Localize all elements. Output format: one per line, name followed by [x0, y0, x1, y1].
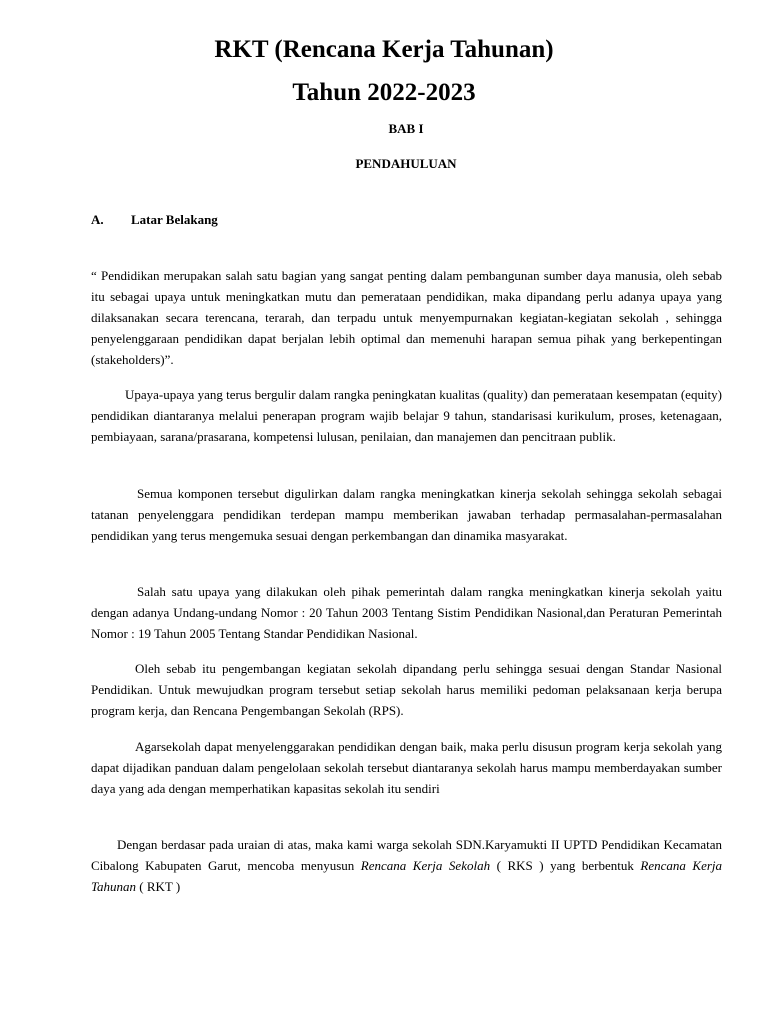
paragraph-7-rkt: Rencana Kerja Tahunan [91, 858, 723, 894]
document-year: Tahun 2022-2023 [292, 79, 476, 106]
chapter-number: BAB I [388, 121, 424, 136]
paragraph-1: “ Pendidikan merupakan salah satu bagian yang sangat penting dalam pembangunan sumber daya manusia, oleh sebab itu sebagai upaya untuk meningkatkan mutu dan pemerataan pendidikan, maka dipandang perlu adanya upaya yang dilaksanakan secara terencana, terarah, dan terpadu untuk menyempurnakan kegiatan-kegiatan sekolah , sehingga penyelenggaraan pendidikan dapat berjalan lebih optimal dan memenuhi harapan semua pihak yang berkepentingan (stakeholders)”. [91, 268, 722, 367]
paragraph-7-tail: ( RKT ) [136, 879, 181, 894]
chapter-title: PENDAHULUAN [355, 156, 457, 171]
paragraph-7 [91, 834, 722, 897]
section-number: A. [91, 212, 104, 227]
paragraph-4: Salah satu upaya yang dilakukan oleh pihak pemerintah dalam rangka meningkatkan kinerja sekolah yaitu dengan adanya Undang-undang Nomor : 20 Tahun 2003 Tentang Sistim Pendidikan Nasional,dan Peraturan Pemerintah Nomor : 19 Tahun 2005 Tentang Standar Pendidikan Nasional. [91, 584, 722, 641]
paragraph-7-rks: Rencana Kerja Sekolah [360, 858, 491, 873]
section-heading [91, 212, 218, 228]
paragraph-7-middle: ( RKS ) yang berbentuk [490, 858, 641, 873]
paragraph-6: Agarsekolah dapat menyelenggarakan pendidikan dengan baik, maka perlu disusun program kerja sekolah yang dapat dijadikan panduan dalam pengelolaan sekolah tersebut diantaranya sekolah harus mampu memberdayakan sumber daya yang ada dengan memperhatikan kapasitas sekolah itu sendiri [91, 739, 722, 796]
paragraph-2: Upaya-upaya yang terus bergulir dalam rangka peningkatan kualitas (quality) dan pemerataan kesempatan (equity) pendidikan diantaranya melalui penerapan program wajib belajar 9 tahun, standarisasi kurikulum, proses, ketenagaan, pembiayaan, sarana/prasarana, kompetensi lulusan, penilaian, dan manajemen dan pencitraan publik. [91, 387, 722, 444]
section-title: Latar Belakang [131, 212, 218, 227]
paragraph-7-lead: Dengan berdasar pada uraian di atas, maka kami warga sekolah SDN.Karyamukti II UPTD Pendidikan Kecamatan Cibalong Kabupaten Garut, mencoba menyusun [91, 837, 722, 873]
paragraph-3: Semua komponen tersebut digulirkan dalam rangka meningkatkan kinerja sekolah sehingga sekolah sebagai tatanan penyelenggara pendidikan terdepan mampu memberikan jawaban terhadap permasalahan-permasalahan pendidikan yang terus mengemuka sesuai dengan perkembangan dan dinamika masyarakat. [91, 486, 722, 543]
document-title: RKT (Rencana Kerja Tahunan) [214, 36, 554, 63]
paragraph-5: Oleh sebab itu pengembangan kegiatan sekolah dipandang perlu sehingga sesuai dengan Standar Nasional Pendidikan. Untuk mewujudkan program tersebut setiap sekolah harus memiliki pedoman pelaksanaan kerja berupa program kerja, dan Rencana Pengembangan Sekolah (RPS). [91, 661, 722, 718]
